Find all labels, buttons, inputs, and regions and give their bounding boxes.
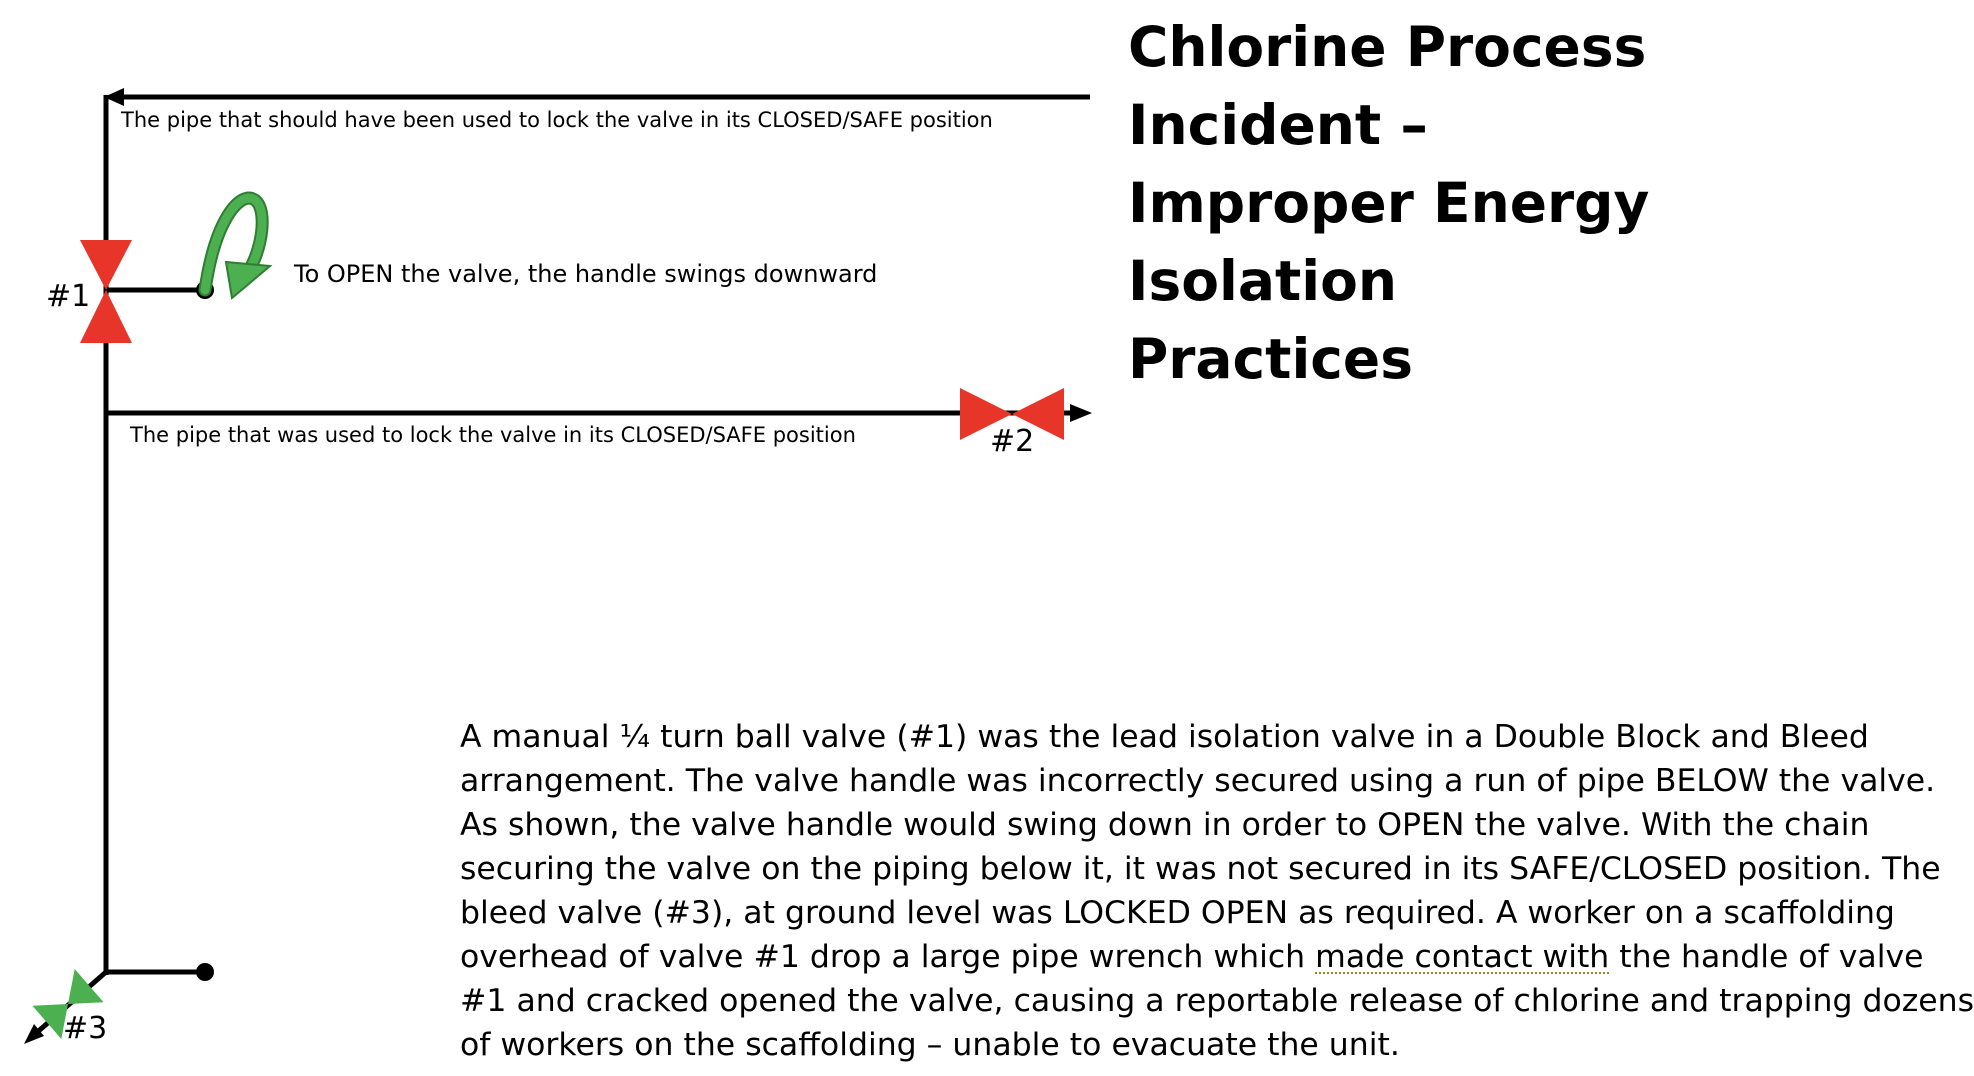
description-line: arrangement. The valve handle was incorrectly secured using a run of pipe BELOW the valve. [460, 763, 1936, 799]
valve-3-label: #3 [63, 1011, 108, 1046]
lower-pipe-arrowhead [1070, 404, 1092, 422]
description-text: the handle of valve [1609, 939, 1924, 975]
description-line: securing the valve on the piping below it, it was not secured in its SAFE/CLOSED position. The [460, 851, 1941, 887]
valve-2-label: #2 [990, 424, 1035, 459]
description-line: of workers on the scaffolding – unable to evacuate the unit. [460, 1027, 1400, 1063]
lower-pipe-label: The pipe that was used to lock the valve in its CLOSED/SAFE position [130, 423, 856, 447]
page-title: Chlorine Process Incident – Improper Energy Isolation Practices [1128, 15, 1650, 391]
description-text: overhead of valve #1 drop a large pipe wrench which [460, 939, 1316, 975]
bottom-pipe-knob [196, 963, 214, 981]
incident-description [460, 715, 1974, 1067]
description-line: As shown, the valve handle would swing down in order to OPEN the valve. With the chain [460, 807, 1870, 843]
description-line: #1 and cracked opened the valve, causing a reportable release of chlorine and trapping dozens [460, 983, 1974, 1019]
handle-swing-arrow [205, 198, 270, 298]
description-line: A manual ¼ turn ball valve (#1) was the lead isolation valve in a Double Block and Bleed [460, 719, 1869, 755]
grammar-flagged-text: made contact with [1315, 939, 1610, 975]
description-line: bleed valve (#3), at ground level was LOCKED OPEN as required. A worker on a scaffolding [460, 895, 1895, 931]
handle-label: To OPEN the valve, the handle swings downward [294, 260, 878, 288]
description-line [460, 935, 1924, 979]
valve-1-label: #1 [46, 279, 91, 314]
top-pipe-label: The pipe that should have been used to lock the valve in its CLOSED/SAFE position [121, 108, 993, 132]
